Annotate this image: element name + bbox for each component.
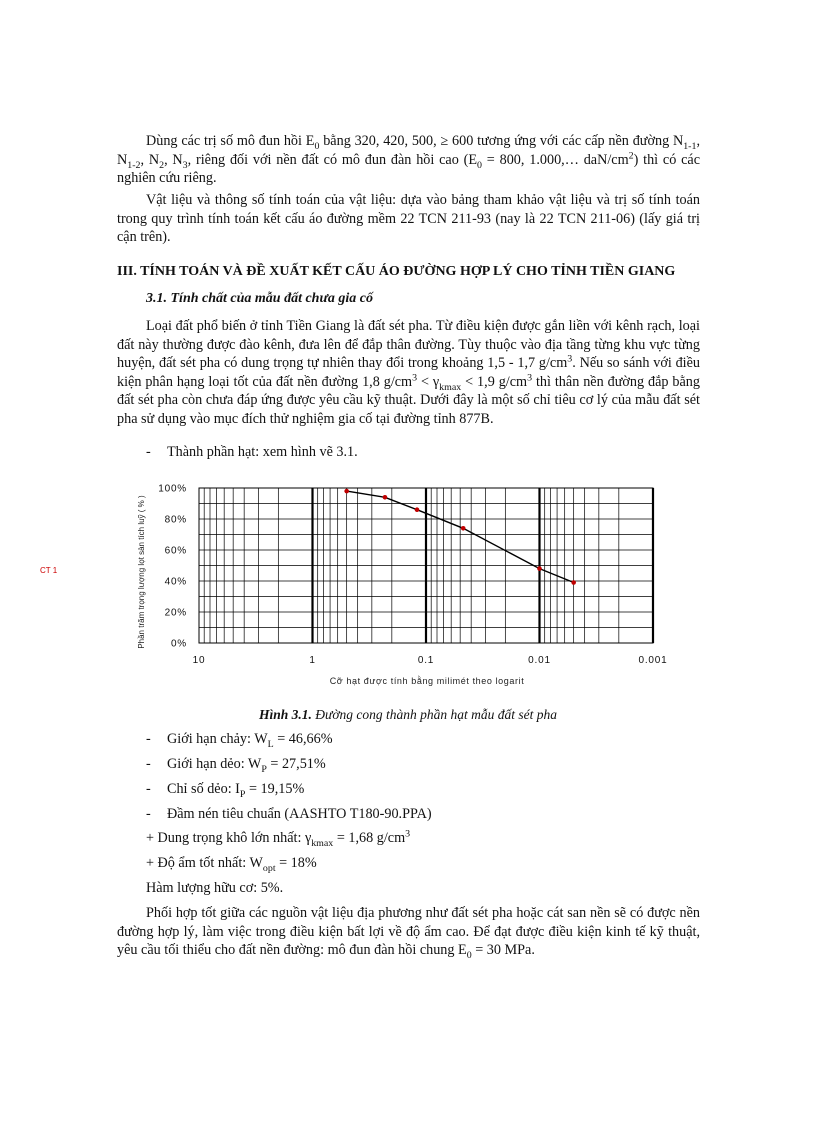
y-axis-label: Phần trăm trọng lượng lọt sàn tích luỹ ( % ) [137, 495, 146, 649]
list-item-grain: - Thành phần hạt: xem hình vẽ 3.1. [146, 444, 358, 460]
paragraph-soil: Loại đất phổ biến ở tỉnh Tiền Giang là đất sét pha. Từ điều kiện được gắn liền với kênh rạch, loại đất này thường được đào kênh, đưa lên để đắp thân đường. Tùy thuộc vào địa tầng từng khu vực từng huyện, đất sét pha có dung trọng tự nhiên thay đổi trong khoảng 1,5 - 1,7 $g/cm^3$. Nếu so sánh với điều kiện phân hạng loại tốt của đất nền đường 1,8 $g/cm^3 < \gamma_{kmax} < 1,9$ $g/cm^3$ thì thân nền đường đắp bằng đất sét pha còn chưa đáp ứng được yêu cầu kỹ thuật. Dưới đây là một số chỉ tiêu cơ lý của mẫu đất sét pha sử dụng vào mục đích thử nghiệm gia cố tại đường tỉnh 877B. [117, 318, 700, 427]
data-point [415, 507, 420, 512]
chart-grid [199, 488, 653, 643]
y-tick-label: 80% [164, 514, 187, 526]
list-item-compaction: - Đầm nén tiêu chuẩn (AASHTO T180-90.PPA) [146, 806, 432, 822]
list-item-plasticity-index: - Chỉ số dẻo: $I_P = 19,15\%$ [146, 781, 305, 800]
data-point [383, 495, 388, 500]
data-point [571, 580, 576, 585]
list-item-plastic-limit: - Giới hạn dẻo: $W_P = 27,51\%$ [146, 756, 326, 775]
x-tick-label: 0.001 [638, 655, 668, 666]
figure-caption: Hình 3.1. Đường cong thành phần hạt mẫu đất sét pha [258, 707, 558, 722]
paragraph-materials: Vật liệu và thông số tính toán của vật liệu: dựa vào bảng tham khảo vật liệu và trị số tính toán trong quy trình tính toán kết cấu áo đường mềm 22 TCN 211-93 (nay là 22 TCN 211-06) (lấy giá trị cận trên). [117, 192, 700, 245]
organic-content: Hàm lượng hữu cơ: 5%. [146, 880, 284, 896]
y-tick-label: 60% [164, 545, 187, 557]
x-tick-label: 10 [192, 655, 206, 666]
paragraph-conclusion: Phối hợp tốt giữa các nguồn vật liệu địa phương như đất sét pha hoặc cát san nền sẽ có được nền đường hợp lý, làm việc trong điều kiện bất lợi về độ ẩm cao. Để đạt được điều kiện kinh tế kỹ thuật, yêu cầu tối thiểu cho đất nền đường: mô đun đàn hồi chung $E_0 = 30$ MPa. [117, 905, 700, 961]
x-tick-label: 0.1 [417, 655, 435, 666]
x-tick-labels [193, 655, 668, 666]
x-tick-label: 1 [309, 655, 316, 666]
data-point [537, 566, 542, 571]
y-tick-label: 100% [158, 483, 187, 495]
paragraph-modulus: Dùng các trị số mô đun hồi $E_0$ bằng 320, 420, 500, ≥ 600 tương ứng với các cấp nền đường $N_{1-1}$, $N_{1-2}$, $N_2$, $N_3$, riêng đối với nền đất có mô đun đàn hồi cao ($E_0 = 800$, 1.000,… daN/$cm^2$) thì có các nghiên cứu riêng. [117, 133, 701, 186]
y-tick-label: 40% [164, 576, 187, 588]
optimum-moisture: + Độ ẩm tốt nhất: $W_{opt} = 18\%$ [146, 855, 317, 874]
y-tick-labels [158, 484, 187, 650]
section-heading: III. TÍNH TOÁN VÀ ĐỀ XUẤT KẾT CẤU ÁO ĐƯỜNG HỢP LÝ CHO TỈNH TIỀN GIANG [117, 264, 676, 279]
subsection-heading: 3.1. Tính chất của mẫu đất chưa gia cố [146, 291, 373, 306]
data-point [344, 489, 349, 494]
x-tick-label: 0.01 [528, 655, 551, 666]
dry-density: + Dung trọng khô lớn nhất: $\gamma_{kmax} = 1,68$ $g/cm^3$ [146, 828, 411, 849]
x-axis-label: Cỡ hạt được tính bằng milimét theo logarit [329, 676, 525, 686]
y-tick-label: 20% [164, 607, 187, 619]
y-tick-label: 0% [170, 638, 187, 650]
margin-note: CT 1 [40, 566, 58, 575]
list-item-liquid-limit: - Giới hạn chảy: $W_L = 46,66\%$ [146, 731, 333, 750]
grain-size-chart [130, 472, 690, 702]
data-point [461, 526, 466, 531]
